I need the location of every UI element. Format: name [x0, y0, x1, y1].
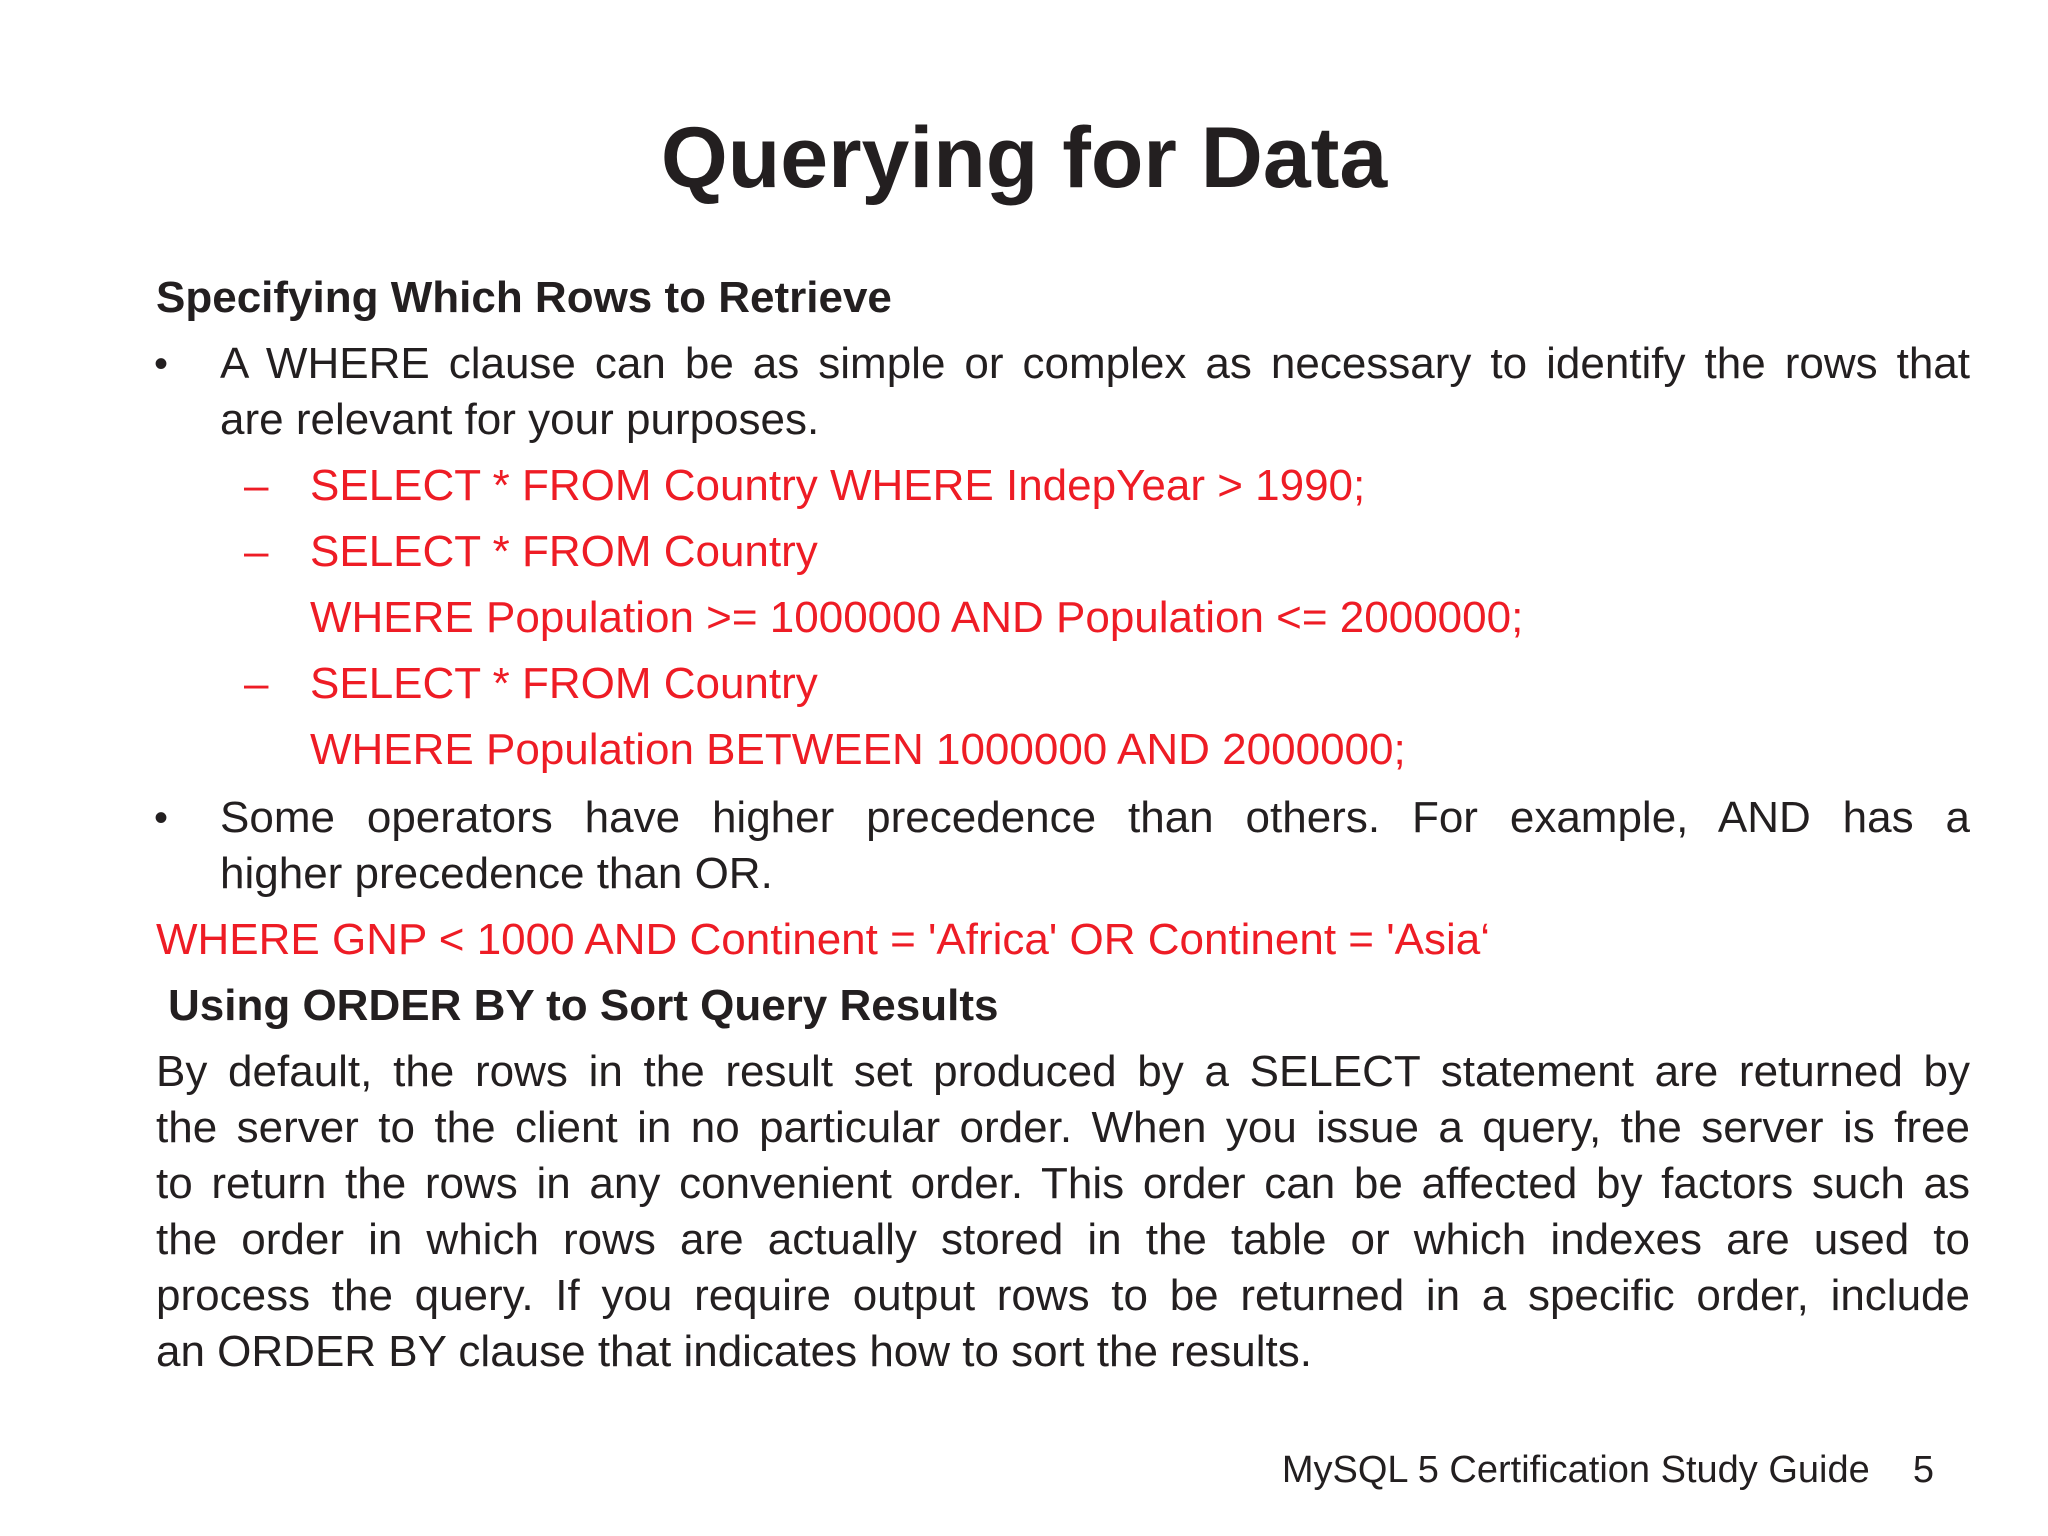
paragraph-line: the order in which rows are actually stored in the table or which indexes are used to	[156, 1215, 1970, 1264]
code-example-2-line2: WHERE Population >= 1000000 AND Population <= 2000000;	[310, 593, 1524, 642]
bullet-precedence-line2: higher precedence than OR.	[220, 849, 773, 898]
footer-title: MySQL 5 Certification Study Guide	[1281, 1449, 1870, 1491]
paragraph-line: to return the rows in any convenient order. This order can be affected by factors such as	[156, 1159, 1970, 1208]
footer	[1282, 1446, 1934, 1494]
code-precedence-example: WHERE GNP < 1000 AND Continent = 'Africa' OR Continent = 'Asia‘	[156, 915, 1490, 964]
paragraph-line: the server to the client in no particular order. When you issue a query, the server is free	[156, 1103, 1970, 1152]
dash-icon: –	[244, 461, 269, 510]
code-example-3-line2: WHERE Population BETWEEN 1000000 AND 2000000;	[310, 725, 1406, 774]
bullet-precedence	[220, 790, 1970, 902]
bullet-where-clause-line1: A WHERE clause can be as simple or complex as necessary to identify the rows that	[220, 339, 1970, 388]
bullet-icon: •	[154, 342, 169, 386]
bullet-where-clause	[220, 336, 1970, 448]
bullet-precedence-line1: Some operators have higher precedence than others. For example, AND has a	[220, 793, 1970, 842]
code-example-3-line1: SELECT * FROM Country	[310, 659, 818, 708]
paragraph-line: an ORDER BY clause that indicates how to sort the results.	[156, 1327, 1312, 1376]
paragraph-line: process the query. If you require output rows to be returned in a specific order, include	[156, 1271, 1970, 1320]
section-heading-rows: Specifying Which Rows to Retrieve	[156, 273, 892, 322]
bullet-where-clause-line2: are relevant for your purposes.	[220, 395, 820, 444]
page-title: Querying for Data	[660, 110, 1388, 206]
bullet-icon: •	[154, 796, 169, 840]
order-by-paragraph	[156, 1044, 1970, 1380]
dash-icon: –	[244, 527, 269, 576]
section-heading-order-by: Using ORDER BY to Sort Query Results	[168, 981, 999, 1030]
code-example-1: SELECT * FROM Country WHERE IndepYear > 1990;	[310, 461, 1366, 510]
dash-icon: –	[244, 659, 269, 708]
paragraph-line: By default, the rows in the result set produced by a SELECT statement are returned by	[156, 1047, 1970, 1096]
code-example-2-line1: SELECT * FROM Country	[310, 527, 818, 576]
page-number: 5	[1912, 1449, 1934, 1491]
